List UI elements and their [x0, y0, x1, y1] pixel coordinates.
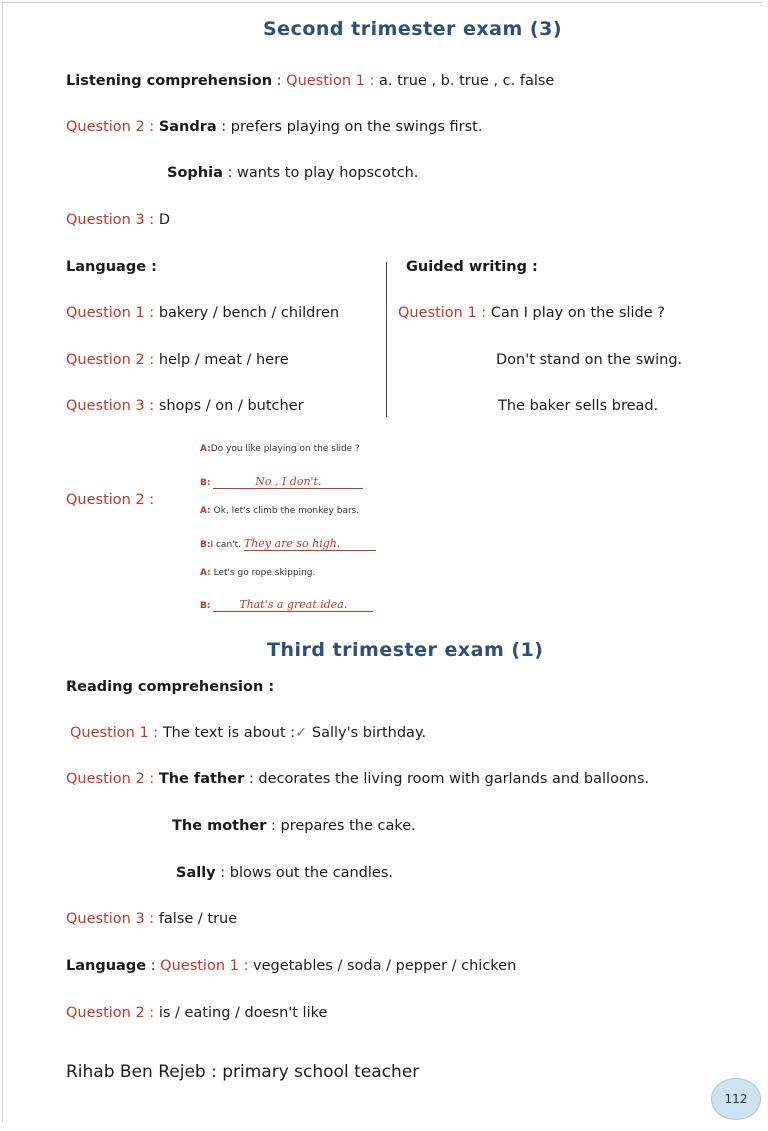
character-name: The father: [158, 771, 245, 787]
reading-q3-row: Question 3 : false / true: [66, 911, 238, 927]
reading-header: Reading comprehension :: [66, 679, 275, 695]
author-footer: Rihab Ben Rejeb : primary school teacher: [66, 1062, 420, 1082]
dialogue-question-row: Question 2 :: [66, 492, 155, 508]
question-label: Question 1: [398, 305, 477, 321]
language-q2-row: Question 2 : help / meat / here: [66, 352, 289, 368]
dialogue-line: [200, 568, 315, 578]
listening-q3-row: Question 3 : D: [66, 212, 170, 228]
dialogue-text: I can't.: [210, 540, 242, 550]
dialogue-line: [200, 598, 373, 612]
reading-q2-row: Question 2 : The father : decorates the living room with garlands and balloons.: [66, 771, 650, 787]
answer-text: prefers playing on the swings first.: [230, 119, 483, 135]
language-q3-row: Question 3 : shops / on / butcher: [66, 398, 304, 414]
answer-text: shops / on / butcher: [158, 398, 304, 414]
dialogue-line: [200, 475, 363, 489]
answer-text: decorates the living room with garlands and balloons.: [258, 771, 650, 787]
question-label: Question 2: [66, 771, 145, 787]
dialogue-answer: They are so high.: [243, 537, 341, 550]
listening-sophia-row: Sophia : wants to play hopscotch.: [167, 165, 419, 181]
question-label: Question 2: [66, 119, 145, 135]
answer-text: prepares the cake.: [280, 818, 416, 834]
answer-text: blows out the candles.: [229, 865, 393, 881]
question-label: Question 2: [66, 492, 145, 508]
column-divider: [386, 262, 387, 417]
answer-text: wants to play hopscotch.: [236, 165, 419, 181]
speaker-label: A:: [200, 568, 211, 578]
exam2-title: Second trimester exam (3): [263, 18, 563, 40]
speaker-label: B:: [200, 601, 211, 611]
exam3-title: Third trimester exam (1): [267, 639, 544, 661]
question-label: Question 1: [66, 305, 145, 321]
dialogue-line: [200, 537, 376, 551]
reading-label: Reading comprehension: [66, 679, 264, 695]
question-label: Question 3: [66, 911, 145, 927]
question-label: Question 1: [286, 73, 365, 89]
guided-writing-label: Guided writing: [406, 259, 527, 275]
answer-text: D: [158, 212, 170, 228]
dialogue-line: [200, 444, 360, 454]
dialogue-answer: No , I don't.: [255, 475, 322, 488]
listening-label: Listening comprehension: [66, 73, 273, 89]
reading-q1-row: Question 1 : The text is about :✓ Sally's birthday.: [70, 725, 427, 741]
answer-text: false / true: [158, 911, 238, 927]
answer-text: Can I play on the slide ?: [490, 305, 665, 321]
exam3-language-q1-row: Language : Question 1 : vegetables / soda / pepper / chicken: [66, 958, 517, 974]
answer-text: vegetables / soda / pepper / chicken: [252, 958, 517, 974]
answer-text: Sally's birthday.: [311, 725, 427, 741]
page-number: 112: [724, 1092, 748, 1106]
speaker-label: A:: [200, 506, 211, 516]
question-label: Question 2: [66, 352, 145, 368]
question-label: Question 1: [70, 725, 149, 741]
dialogue-text: Ok, let's climb the monkey bars.: [213, 506, 360, 516]
reading-sally-row: Sally : blows out the candles.: [176, 865, 393, 881]
question-label: Question 3: [66, 212, 145, 228]
speaker-label: B:: [200, 540, 211, 550]
dialogue-text: Let's go rope skipping.: [213, 568, 316, 578]
character-name: Sophia: [167, 165, 223, 181]
speaker-label: A:: [200, 444, 211, 454]
dialogue-text: Do you like playing on the slide ?: [210, 444, 360, 454]
question-label: Question 1: [160, 958, 239, 974]
guided-answer-2: Don't stand on the swing.: [496, 352, 683, 368]
answer-text: help / meat / here: [158, 352, 289, 368]
page-number-badge: [711, 1078, 761, 1120]
answer-text: is / eating / doesn't like: [158, 1005, 328, 1021]
reading-mother-row: The mother : prepares the cake.: [172, 818, 416, 834]
listening-q1-row: Listening comprehension : Question 1 : a. true , b. true , c. false: [66, 73, 555, 89]
guided-writing-header: Guided writing :: [406, 259, 538, 275]
dialogue-line: [200, 506, 359, 516]
guided-answer-3: The baker sells bread.: [498, 398, 659, 414]
listening-q2-row: Question 2 : Sandra : prefers playing on the swings first.: [66, 119, 483, 135]
language-label: Language: [66, 259, 147, 275]
question-text: The text is about :: [162, 725, 296, 741]
question-label: Question 3: [66, 398, 145, 414]
language-label: Language: [66, 958, 147, 974]
language-q1-row: Question 1 : bakery / bench / children: [66, 305, 340, 321]
character-name: Sally: [176, 865, 216, 881]
question-label: Question 2: [66, 1005, 145, 1021]
answer-text: bakery / bench / children: [158, 305, 340, 321]
character-name: The mother: [172, 818, 267, 834]
check-icon: ✓: [295, 725, 308, 741]
speaker-label: B:: [200, 478, 211, 488]
exam3-language-q2-row: Question 2 : is / eating / doesn't like: [66, 1005, 328, 1021]
character-name: Sandra: [158, 119, 217, 135]
dialogue-answer: That's a great idea.: [239, 598, 348, 611]
language-header: Language :: [66, 259, 157, 275]
guided-q1-row: Question 1 : Can I play on the slide ?: [398, 305, 665, 321]
answer-text: a. true , b. true , c. false: [378, 73, 555, 89]
